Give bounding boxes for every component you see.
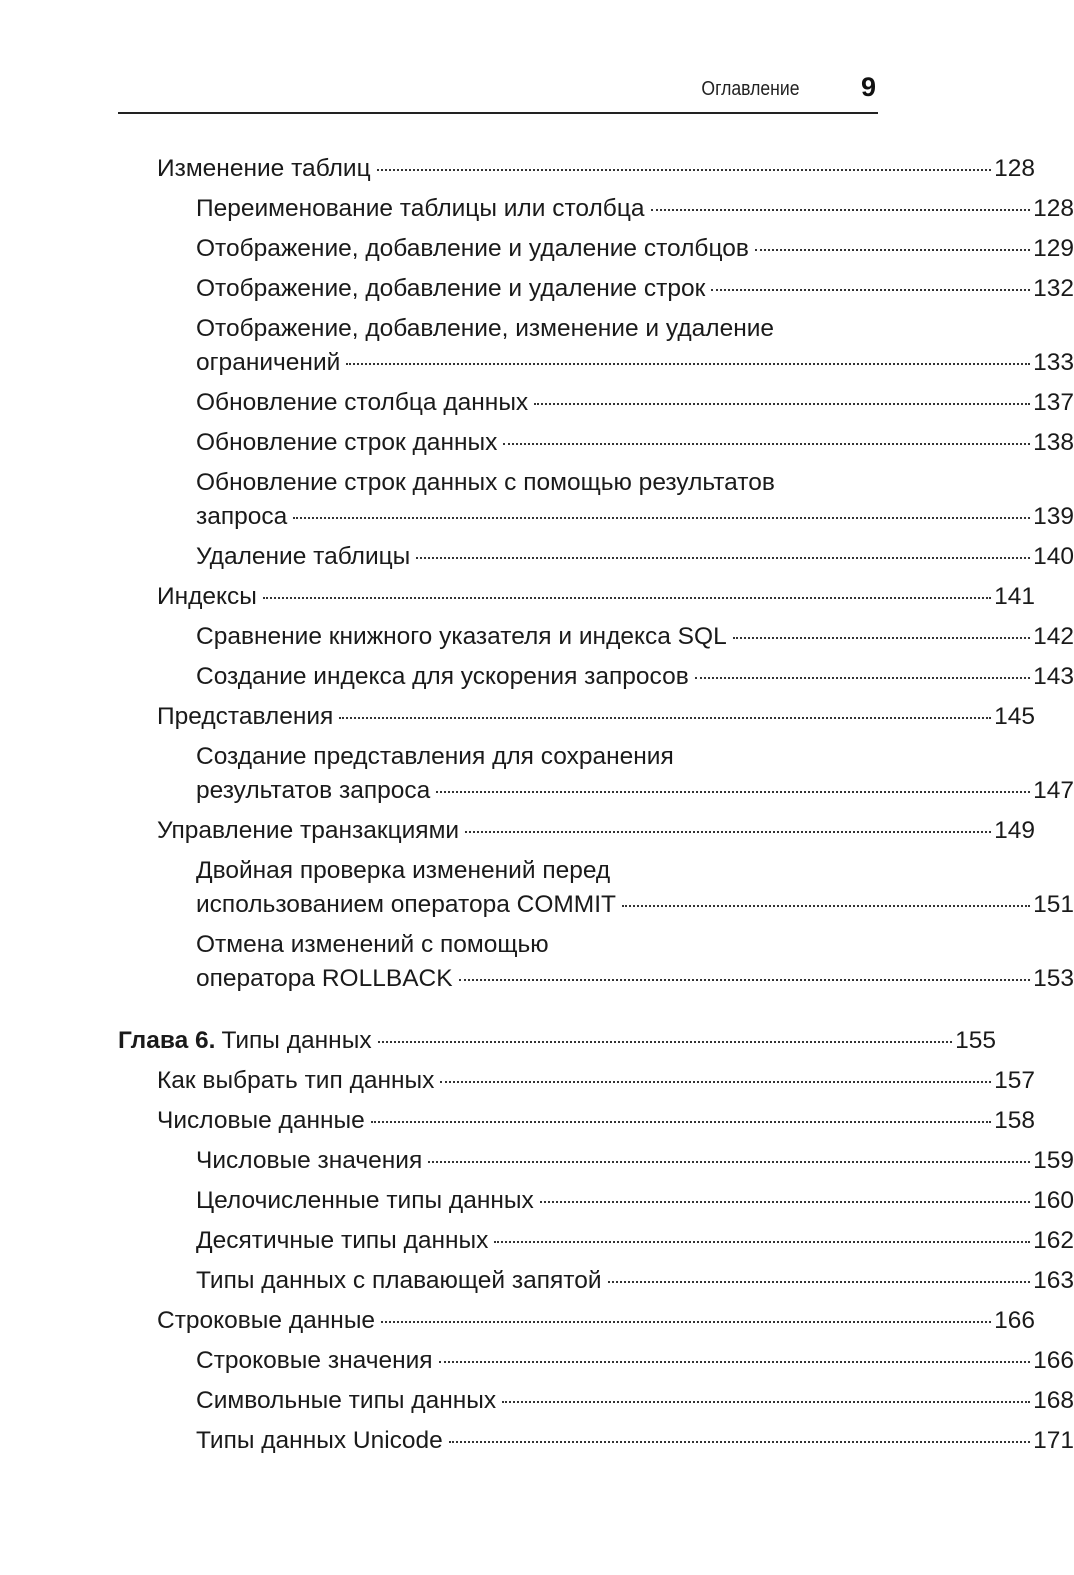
toc-entry-page: 147 xyxy=(1033,777,1074,804)
toc-entry xyxy=(0,1304,1035,1338)
toc-entry xyxy=(0,700,1035,734)
toc-entry-title: результатов запроса xyxy=(196,777,431,804)
toc-entry xyxy=(0,386,1074,420)
toc-entry-page: 137 xyxy=(1033,389,1074,416)
toc-entry-page: 143 xyxy=(1033,663,1074,690)
dot-leader xyxy=(540,1201,1030,1203)
toc-entry xyxy=(0,192,1074,226)
dot-leader xyxy=(733,637,1030,639)
dot-leader xyxy=(416,557,1030,559)
toc-entry-page: 163 xyxy=(1033,1267,1074,1294)
toc-entry xyxy=(0,466,1074,534)
toc-entry-page: 171 xyxy=(1033,1427,1074,1454)
toc-entry-page: 160 xyxy=(1033,1187,1074,1214)
dot-leader xyxy=(755,249,1030,251)
toc-entry xyxy=(0,1184,1074,1218)
toc-entry-page: 159 xyxy=(1033,1147,1074,1174)
dot-leader xyxy=(494,1241,1030,1243)
toc-entry xyxy=(0,1064,1035,1098)
toc-entry-title: Представления xyxy=(157,703,334,730)
toc-entry xyxy=(0,1264,1074,1298)
toc-entry-title: ограничений xyxy=(196,349,341,376)
toc-entry-title: Типы данных Unicode xyxy=(196,1427,443,1454)
dot-leader xyxy=(428,1161,1030,1163)
dot-leader xyxy=(459,979,1031,981)
toc-entry-title: Отображение, добавление и удаление строк xyxy=(196,275,706,302)
dot-leader xyxy=(339,717,991,719)
toc-entry-page: 168 xyxy=(1033,1387,1074,1414)
toc-entry xyxy=(0,540,1074,574)
toc-entry xyxy=(0,1144,1074,1178)
dot-leader xyxy=(503,443,1030,445)
dot-leader xyxy=(377,169,991,171)
toc-entry-title: запроса xyxy=(196,503,288,530)
toc-entry xyxy=(0,152,1035,186)
toc-entry-title: Переименование таблицы или столбца xyxy=(196,195,645,222)
toc-entry-page: 166 xyxy=(994,1307,1035,1334)
dot-leader xyxy=(346,363,1030,365)
toc-entry-page: 151 xyxy=(1033,891,1074,918)
dot-leader xyxy=(381,1321,991,1323)
toc-entry-page: 132 xyxy=(1033,275,1074,302)
dot-leader xyxy=(449,1441,1030,1443)
toc-entry-title: Отображение, добавление и удаление столбцов xyxy=(196,235,749,262)
toc-entry-page: 153 xyxy=(1033,965,1074,992)
chapter-label: Глава 6. xyxy=(118,1027,216,1054)
dot-leader xyxy=(293,517,1030,519)
toc-entry xyxy=(0,854,1074,922)
toc-entry xyxy=(0,660,1074,694)
toc-entry xyxy=(0,232,1074,266)
toc-entry-title: Удаление таблицы xyxy=(196,543,411,570)
toc-entry-page: 145 xyxy=(994,703,1035,730)
toc-entry-title: использованием оператора COMMIT xyxy=(196,891,616,918)
toc-entry-page: 158 xyxy=(994,1107,1035,1134)
toc-entry xyxy=(0,1344,1074,1378)
header-section-title: Оглавление xyxy=(701,78,800,100)
toc-entry-title: Числовые данные xyxy=(157,1107,365,1134)
toc-entry-page: 133 xyxy=(1033,349,1074,376)
toc-entry xyxy=(0,1224,1074,1258)
toc-entry-title: Обновление строк данных xyxy=(196,429,498,456)
toc-entry-title: Десятичные типы данных xyxy=(196,1227,489,1254)
toc-entry-page: 142 xyxy=(1033,623,1074,650)
toc-entry-page: 139 xyxy=(1033,503,1074,530)
toc-entry xyxy=(0,740,1074,808)
dot-leader xyxy=(711,289,1030,291)
toc-entry-title: Изменение таблиц xyxy=(157,155,371,182)
toc-entry-title-line1: Обновление строк данных с помощью результатов xyxy=(196,469,775,496)
toc-entry-page: 140 xyxy=(1033,543,1074,570)
toc-entry-title: Числовые значения xyxy=(196,1147,423,1174)
toc-entry-title: Символьные типы данных xyxy=(196,1387,497,1414)
toc-entry xyxy=(0,312,1074,380)
dot-leader xyxy=(651,209,1031,211)
toc-entry-title: Сравнение книжного указателя и индекса SQL xyxy=(196,623,727,650)
toc-entry-title: Целочисленные типы данных xyxy=(196,1187,534,1214)
toc-chapter-entry xyxy=(0,1024,996,1058)
toc-entry-title: Создание индекса для ускорения запросов xyxy=(196,663,689,690)
toc-entry-page: 162 xyxy=(1033,1227,1074,1254)
toc-entry-page: 149 xyxy=(994,817,1035,844)
toc-entry-page: 155 xyxy=(955,1027,996,1054)
toc-entry-title-line1: Создание представления для сохранения xyxy=(196,743,674,770)
toc-entry-title: Как выбрать тип данных xyxy=(157,1067,435,1094)
toc-entry xyxy=(0,620,1074,654)
toc-entry-title: оператора ROLLBACK xyxy=(196,965,453,992)
dot-leader xyxy=(263,597,991,599)
dot-leader xyxy=(440,1081,991,1083)
toc-entry-page: 128 xyxy=(994,155,1035,182)
dot-leader xyxy=(378,1041,953,1043)
dot-leader xyxy=(608,1281,1031,1283)
dot-leader xyxy=(622,905,1030,907)
toc-entry-title-line1: Отмена изменений с помощью xyxy=(196,931,549,958)
toc-entry-title: Индексы xyxy=(157,583,257,610)
dot-leader xyxy=(534,403,1030,405)
toc-entry-page: 157 xyxy=(994,1067,1035,1094)
toc-entry xyxy=(0,580,1035,614)
toc-entry xyxy=(0,928,1074,996)
toc-entry-page: 129 xyxy=(1033,235,1074,262)
toc-entry xyxy=(0,1424,1074,1458)
dot-leader xyxy=(436,791,1030,793)
toc-entry-title: Типы данных с плавающей запятой xyxy=(196,1267,602,1294)
dot-leader xyxy=(502,1401,1030,1403)
header-page-number: 9 xyxy=(860,72,876,102)
toc-entry-title: Управление транзакциями xyxy=(157,817,460,844)
toc-entry xyxy=(0,814,1035,848)
toc-entry-title-line1: Отображение, добавление, изменение и удаление xyxy=(196,315,775,342)
toc-entry-page: 141 xyxy=(994,583,1035,610)
toc-entry-title: Строковые значения xyxy=(196,1347,433,1374)
toc-entry xyxy=(0,426,1074,460)
toc-entry-page: 128 xyxy=(1033,195,1074,222)
toc-entry-page: 138 xyxy=(1033,429,1074,456)
toc-entry xyxy=(0,1384,1074,1418)
toc-entry-title: Обновление столбца данных xyxy=(196,389,529,416)
dot-leader xyxy=(439,1361,1031,1363)
toc-entry xyxy=(0,1104,1035,1138)
dot-leader xyxy=(371,1121,991,1123)
toc-entry-title: Строковые данные xyxy=(157,1307,376,1334)
toc-entry-page: 166 xyxy=(1033,1347,1074,1374)
toc-entry xyxy=(0,272,1074,306)
toc-entry-title-line1: Двойная проверка изменений перед xyxy=(196,857,611,884)
dot-leader xyxy=(465,831,991,833)
toc-entry-title: Типы данных xyxy=(221,1027,372,1054)
dot-leader xyxy=(695,677,1030,679)
